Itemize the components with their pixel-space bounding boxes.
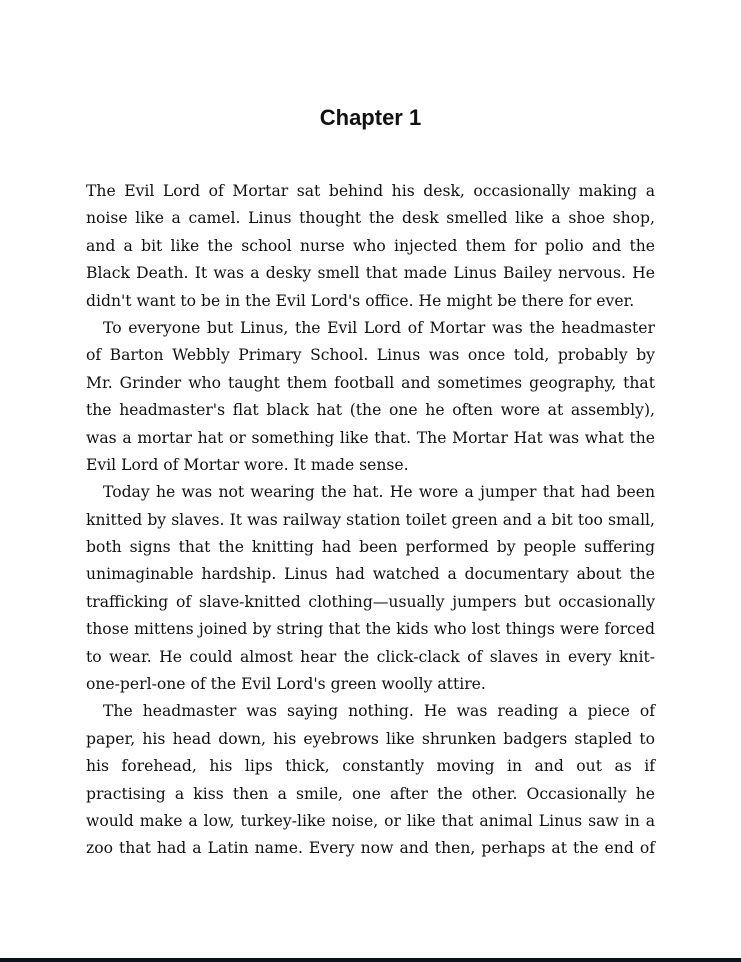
text-line: and a bit like the school nurse who injected them for polio and the: [86, 236, 655, 255]
paragraph: [86, 698, 655, 862]
text-line: knitted by slaves. It was railway station toilet green and a bit too small,: [86, 510, 655, 529]
chapter-body: [86, 178, 655, 863]
text-line: zoo that had a Latin name. Every now and then, perhaps at the end of: [86, 839, 655, 858]
text-line: one-perl-one of the Evil Lord's green woolly attire.: [86, 675, 486, 694]
paragraph: [86, 479, 655, 698]
text-line: would make a low, turkey-like noise, or like that animal Linus saw in a: [86, 811, 655, 830]
text-line: Today he was not wearing the hat. He wore a jumper that had been: [103, 483, 655, 502]
text-line: Mr. Grinder who taught them football and sometimes geography, that: [86, 373, 655, 392]
text-line: was a mortar hat or something like that. The Mortar Hat was what the: [86, 428, 655, 447]
paragraph: [86, 178, 655, 315]
text-line: The headmaster was saying nothing. He was reading a piece of: [103, 702, 655, 721]
text-line: unimaginable hardship. Linus had watched a documentary about the: [86, 565, 655, 584]
text-line: The Evil Lord of Mortar sat behind his desk, occasionally making a: [86, 182, 655, 200]
text-line: to wear. He could almost hear the click-clack of slaves in every knit-: [86, 647, 655, 666]
text-line: those mittens joined by string that the kids who lost things were forced: [86, 620, 655, 639]
paragraph: [86, 315, 655, 479]
text-line: his forehead, his lips thick, constantly moving in and out as if: [86, 757, 655, 776]
text-line: To everyone but Linus, the Evil Lord of Mortar was the headmaster: [103, 318, 655, 337]
text-line: Black Death. It was a desky smell that made Linus Bailey nervous. He: [86, 264, 655, 283]
text-line: both signs that the knitting had been performed by people suffering: [86, 538, 655, 557]
text-line: the headmaster's flat black hat (the one he often wore at assembly),: [86, 401, 655, 420]
bottom-border: [0, 958, 741, 962]
chapter-title: Chapter 1: [319, 105, 422, 130]
text-line: practising a kiss then a smile, one after the other. Occasionally he: [86, 784, 655, 803]
text-line: Evil Lord of Mortar wore. It made sense.: [86, 455, 409, 474]
text-line: paper, his head down, his eyebrows like shrunken badgers stapled to: [86, 729, 655, 748]
text-line: noise like a camel. Linus thought the desk smelled like a shoe shop,: [86, 209, 655, 228]
text-line: of Barton Webbly Primary School. Linus was once told, probably by: [86, 346, 655, 365]
text-line: trafficking of slave-knitted clothing—usually jumpers but occasionally: [86, 592, 655, 611]
text-line: didn't want to be in the Evil Lord's office. He might be there for ever.: [86, 291, 635, 310]
